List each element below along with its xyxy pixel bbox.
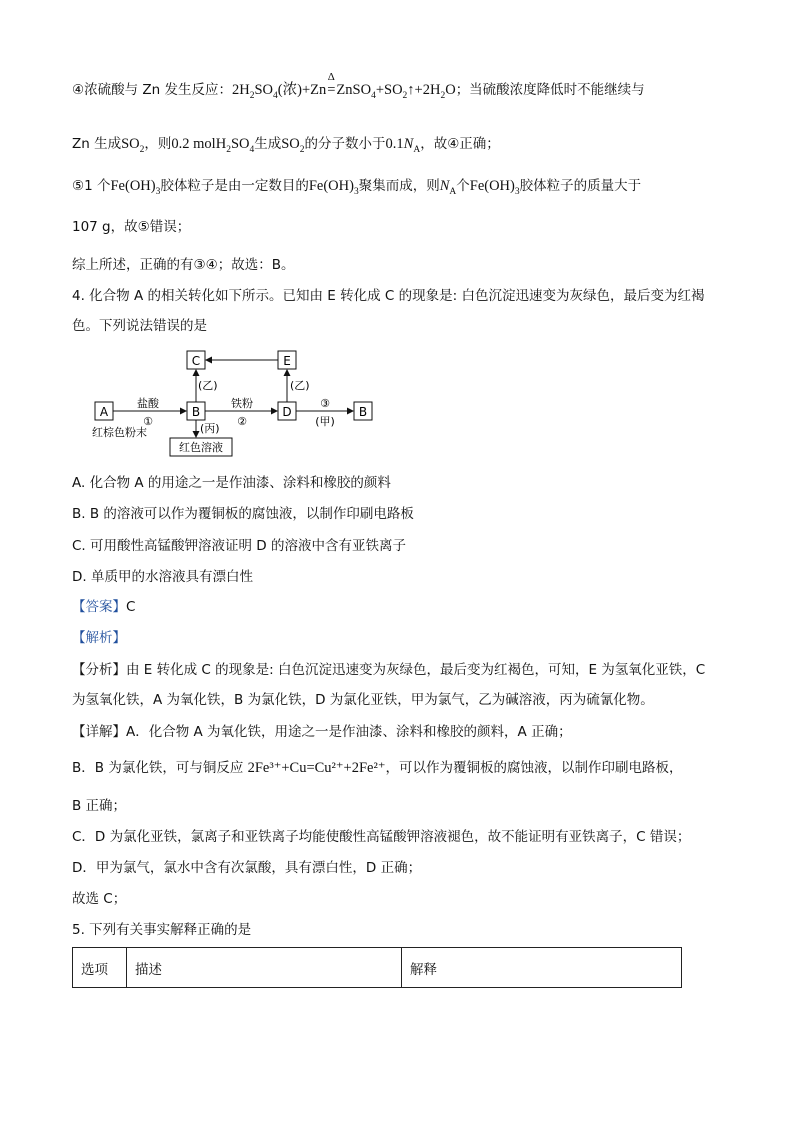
option-D: D. 单质甲的水溶液具有漂白性	[72, 569, 253, 585]
conclusion-line: 故选 C；	[72, 891, 127, 907]
label-step-1: ①	[143, 415, 153, 428]
text: Zn 生成	[72, 136, 122, 152]
fenxi-line1	[72, 660, 705, 680]
equation-fe-cu: 2Fe³⁺+Cu=Cu²⁺+2Fe²⁺	[247, 760, 386, 776]
text: ⑤1 个	[72, 178, 111, 194]
text: B．B 为氯化铁，可与铜反应	[72, 760, 248, 776]
answer-line	[72, 597, 135, 617]
reaction-arrow: Δ =	[326, 80, 336, 100]
option-B: B. B 的溶液可以作为覆铜板的腐蚀液，以制作印刷电路板	[72, 506, 414, 522]
q4-stem-line1: 4. 化合物 A 的相关转化如下所示。已知由 E 转化成 C 的现象是: 白色沉淀迅速变为灰绿色，最后变为红褐	[72, 288, 705, 304]
text: 胶体粒子是由一定数目的	[160, 178, 309, 194]
table-header-explanation: 解释	[402, 948, 682, 988]
label-yi-1: (乙)	[198, 379, 218, 392]
answer-tag: 【答案】	[72, 599, 126, 615]
text: ，则	[144, 136, 172, 152]
xiangjie-B1	[72, 758, 683, 778]
paragraph-5-line2: 107 g，故⑤错误；	[72, 219, 191, 235]
label-reagent-1: 盐酸	[137, 397, 159, 410]
text: 生成	[254, 136, 282, 152]
q4-stem-line2: 色。下列说法错误的是	[72, 318, 207, 334]
text: ，可以作为覆铜板的腐蚀液，以制作印刷电路板，	[385, 760, 683, 776]
table-header-option: 选项	[73, 948, 127, 988]
node-A-label: A	[99, 405, 109, 419]
label-reagent-2: 铁粉	[231, 397, 253, 410]
fenxi-text: 由 E 转化成 C 的现象是: 白色沉淀迅速变为灰绿色，最后变为红褐色，可知，E 为氢氧化亚铁，C	[126, 662, 706, 678]
option-A: A. 化合物 A 的用途之一是作油漆、涂料和橡胶的颜料	[72, 475, 391, 491]
table-header-row	[73, 948, 682, 988]
label-bing: (丙)	[200, 422, 220, 435]
text: 聚集而成，则	[358, 178, 440, 194]
label-step-3: ③	[320, 397, 330, 410]
q5-stem: 5. 下列有关事实解释正确的是	[72, 922, 252, 938]
node-B2-label: B	[358, 405, 368, 419]
node-D-label: D	[282, 405, 292, 419]
xiangjie-D: D．甲为氯气，氯水中含有次氯酸，具有漂白性，D 正确；	[72, 860, 422, 876]
xiangjie-B2: B 正确；	[72, 798, 127, 814]
analysis-tag: 【解析】	[72, 630, 126, 646]
label-step-2: ②	[237, 415, 247, 428]
xiangjie-tag: 【详解】	[72, 724, 126, 740]
text: ④浓硫酸与 Zn 发生反应：	[72, 82, 232, 98]
reaction-equation: $2H_2SO_4$(浓)+Zn Δ $=ZnSO_4+SO_2↑+2H_2O$	[232, 82, 456, 98]
label-a-caption: 红棕色粉末	[92, 426, 147, 439]
q5-table	[72, 947, 682, 988]
table-header-description: 描述	[127, 948, 402, 988]
fenxi-tag: 【分析】	[72, 662, 126, 678]
answer-value: C	[126, 599, 136, 615]
label-yi-2: (乙)	[290, 379, 310, 392]
text: ，故④正确；	[420, 136, 500, 152]
text: ；当硫酸浓度降低时不能继续与	[455, 82, 645, 98]
text: 胶体粒子的质量大于	[519, 178, 642, 194]
red-solution-label: 红色溶液	[179, 441, 223, 454]
node-E-label: E	[283, 354, 291, 368]
paragraph-5-line1: ⑤1 个$Fe(OH)_3$胶体粒子是由一定数目的$Fe(OH)_3$聚集而成，则$N_A$个$Fe(OH)_3$胶体粒子的质量大于	[72, 178, 642, 197]
paragraph-4-line2: Zn 生成$SO_2$，则0.2 $molH_2SO_4$生成$SO_2$的分子数小于$0.1N_A$，故④正确；	[72, 136, 500, 155]
xiangjie-A	[72, 722, 572, 742]
paragraph-4-line1	[72, 71, 645, 101]
option-C: C. 可用酸性高锰酸钾溶液证明 D 的溶液中含有亚铁离子	[72, 538, 406, 554]
node-B-label: B	[191, 405, 201, 419]
xiangjie-C: C．D 为氯化亚铁，氯离子和亚铁离子均能使酸性高锰酸钾溶液褪色，故不能证明有亚铁离子，C 错误；	[72, 829, 691, 845]
delta-symbol: Δ	[327, 71, 335, 83]
fenxi-line2: 为氢氧化铁，A 为氧化铁，B 为氯化铁，D 为氯化亚铁，甲为氯气，乙为碱溶液，丙为硫氰化物。	[72, 692, 654, 708]
reaction-flow-diagram	[90, 346, 390, 458]
xiangjie-A-text: A．化合物 A 为氧化铁，用途之一是作油漆、涂料和橡胶的颜料，A 正确；	[126, 724, 572, 740]
text: 个	[456, 178, 470, 194]
node-C-label: C	[191, 354, 201, 368]
text: 的分子数小于	[304, 136, 386, 152]
summary-line: 综上所述，正确的有③④；故选：B。	[72, 257, 295, 273]
label-jia: (甲)	[315, 415, 335, 428]
